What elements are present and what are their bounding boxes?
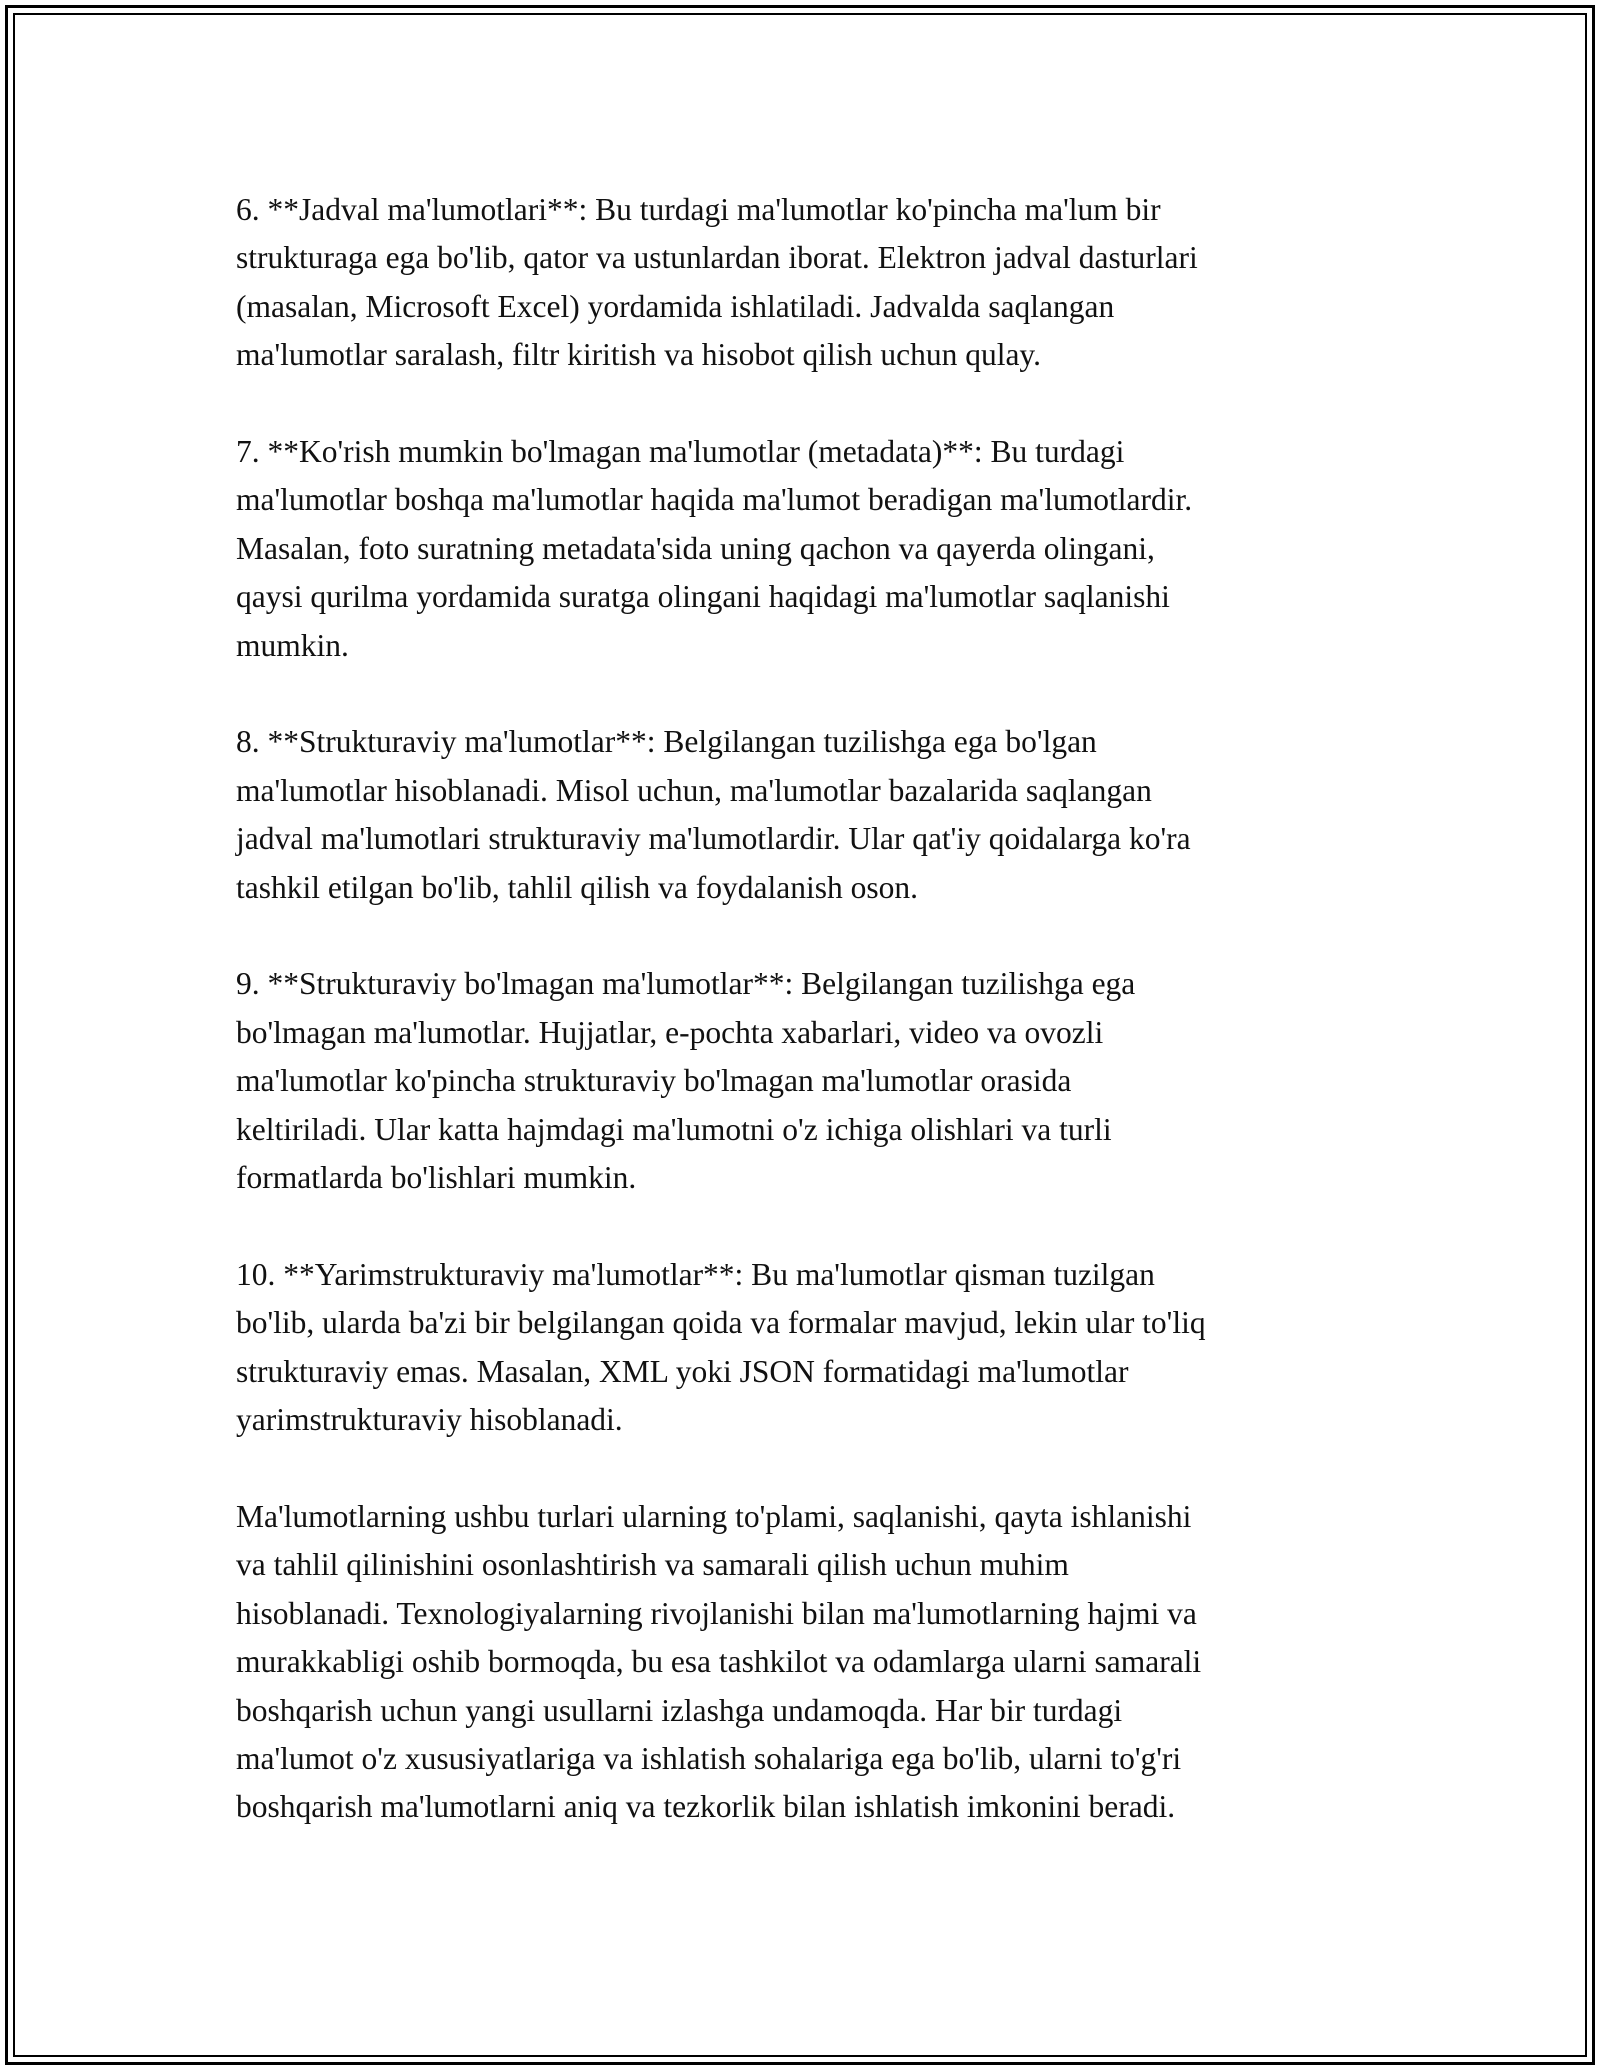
paragraph-conclusion: Ma'lumotlarning ushbu turlari ularning to'plami, saqlanishi, qayta ishlanishi va tahlil qilinishini osonlashtirish va samarali qilish uchun muhim hisoblanadi. Texnologiyalarning rivojlanishi bilan ma'lumotlarning hajmi va murakkabligi oshib bormoqda, bu esa tashkilot va odamlarga ularni samarali boshqarish uchun yangi usullarni izlashga undamoqda. Har bir turdagi ma'lumot o'z xususiyatlariga va ishlatish sohalariga ega bo'lib, ularni to'g'ri boshqarish ma'lumotlarni aniq va tezkorlik bilan ishlatish imkonini beradi. bbox=[236, 1498, 1202, 1825]
paragraph-item-8: 8. **Strukturaviy ma'lumotlar**: Belgilangan tuzilishga ega bo'lgan ma'lumotlar hisoblanadi. Misol uchun, ma'lumotlar bazalarida saqlangan jadval ma'lumotlari strukturaviy ma'lumotlardir. Ular qat'iy qoidalarga ko'ra tashkil etilgan bo'lib, tahlil qilish va foydalanish oson. bbox=[236, 724, 1191, 905]
paragraph-item-10: 10. **Yarimstrukturaviy ma'lumotlar**: Bu ma'lumotlar qisman tuzilgan bo'lib, ularda ba'zi bir belgilangan qoida va formalar mavjud, lekin ular to'liq strukturaviy emas. Masalan, XML yoki JSON formatidagi ma'lumotlar yarimstrukturaviy hisoblanadi. bbox=[236, 1256, 1206, 1438]
document-body bbox=[236, 186, 1376, 1832]
paragraph-item-7: 7. **Ko'rish mumkin bo'lmagan ma'lumotlar (metadata)**: Bu turdagi ma'lumotlar boshqa ma'lumotlar haqida ma'lumot beradigan ma'lumotlardir. Masalan, foto suratning metadata'sida uning qachon va qayerda olingani, qaysi qurilma yordamida suratga olingani haqidagi ma'lumotlar saqlanishi mumkin. bbox=[236, 434, 1193, 663]
paragraph-item-9: 9. **Strukturaviy bo'lmagan ma'lumotlar**: Belgilangan tuzilishga ega bo'lmagan ma'lumotlar. Hujjatlar, e-pochta xabarlari, video va ovozli ma'lumotlar ko'pincha strukturaviy bo'lmagan ma'lumotlar orasida keltiriladi. Ular katta hajmdagi ma'lumotni o'z ichiga olishlari va turli formatlarda bo'lishlari mumkin. bbox=[236, 966, 1136, 1196]
paragraph-item-6: 6. **Jadval ma'lumotlari**: Bu turdagi ma'lumotlar ko'pincha ma'lum bir strukturaga ega bo'lib, qator va ustunlardan iborat. Elektron jadval dasturlari (masalan, Microsoft Excel) yordamida ishlatiladi. Jadvalda saqlangan ma'lumotlar saralash, filtr kiritish va hisobot qilish uchun qulay. bbox=[236, 192, 1198, 373]
